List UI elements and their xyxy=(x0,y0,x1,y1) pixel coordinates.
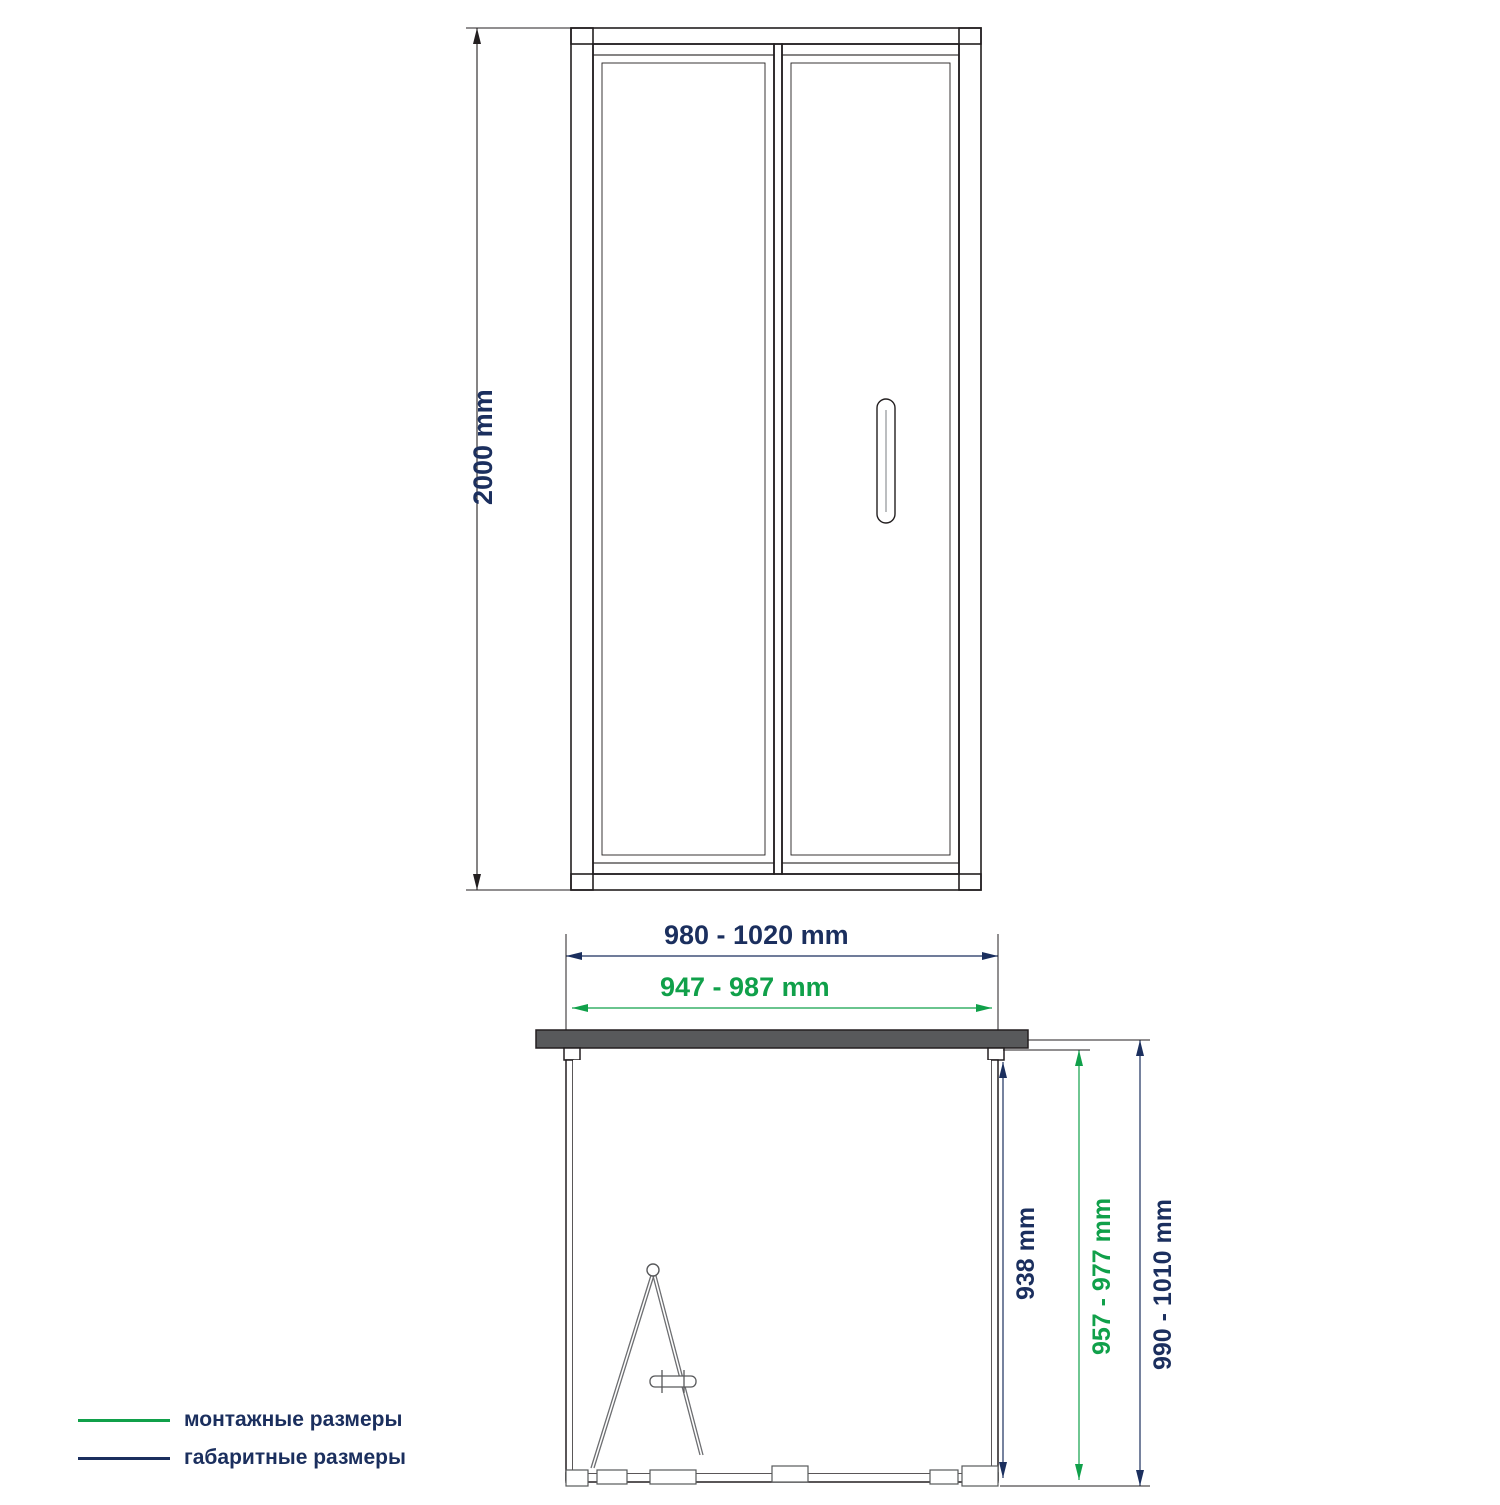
plan-inner-dimension xyxy=(999,1062,1007,1478)
plan-top-overall-label: 980 - 1020 mm xyxy=(664,920,849,950)
legend-item-mounting xyxy=(78,1408,402,1432)
plan-top-profile xyxy=(536,1030,1028,1048)
plan-floor-area xyxy=(573,1060,991,1473)
right-wall-profile xyxy=(959,28,981,890)
legend-item-overall xyxy=(78,1446,406,1470)
plan-left-bracket xyxy=(564,1048,580,1060)
plan-view xyxy=(536,1030,1028,1486)
plan-top-mounting-label: 947 - 987 mm xyxy=(660,972,830,1002)
legend-label-mounting: монтажные размеры xyxy=(184,1408,403,1431)
left-door-leaf xyxy=(593,44,774,874)
plan-mounting-label: 957 - 977 mm xyxy=(1088,1197,1116,1355)
front-elevation-view xyxy=(571,28,981,890)
legend-label-overall: габаритные размеры xyxy=(184,1446,406,1469)
right-door-glass-frame xyxy=(782,55,959,863)
plan-top-mounting-dimension xyxy=(572,1004,992,1012)
plan-overall-label: 990 - 1010 mm xyxy=(1149,1199,1177,1370)
left-wall-profile xyxy=(571,28,593,890)
left-door-glass-frame xyxy=(593,55,774,863)
plan-right-wall xyxy=(991,1060,998,1480)
legend-line-overall xyxy=(78,1457,170,1460)
height-arrow-top xyxy=(473,28,481,44)
height-arrow-bottom xyxy=(473,874,481,890)
plan-inner-label: 938 mm xyxy=(1012,1206,1040,1300)
plan-left-wall xyxy=(566,1060,573,1480)
plan-right-bracket xyxy=(988,1048,1004,1060)
door-handle-icon xyxy=(877,399,895,523)
top-rail xyxy=(571,28,981,44)
center-stile xyxy=(774,44,782,874)
left-door-glass xyxy=(602,63,765,855)
front-height-label: 2000 mm xyxy=(468,389,498,505)
legend-line-mounting xyxy=(78,1419,170,1422)
right-door-glass xyxy=(791,63,950,855)
bottom-rail xyxy=(571,874,981,890)
right-door-leaf xyxy=(782,44,959,874)
